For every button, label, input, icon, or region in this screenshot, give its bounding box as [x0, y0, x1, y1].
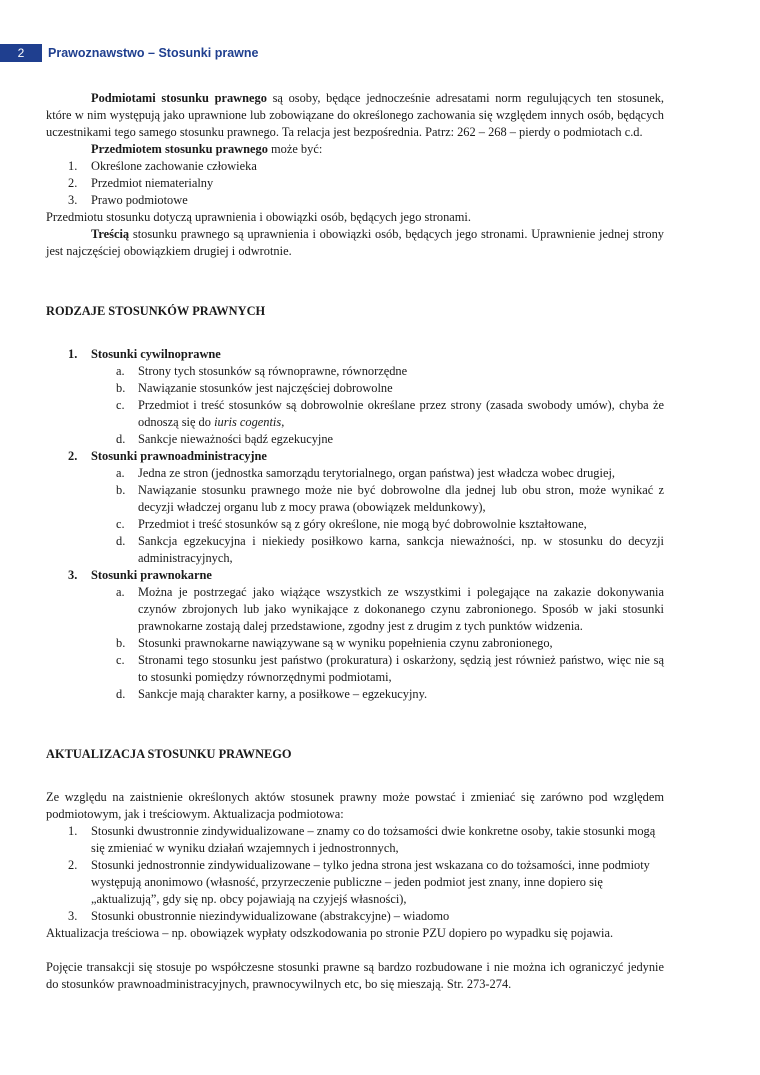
list-letter: d. — [116, 687, 126, 701]
list-number: 3. — [68, 909, 78, 923]
term-przedmiot: Przedmiotem stosunku prawnego — [91, 142, 268, 156]
list-letter: b. — [116, 636, 126, 650]
section-heading-rodzaje: RODZAJE STOSUNKÓW PRAWNYCH — [46, 304, 266, 318]
term-tresc: Treścią — [91, 227, 130, 241]
list-item — [46, 465, 664, 482]
paragraph-aktualizacja: Ze względu na zaistnienie określonych aktów stosunek prawny może powstać i zmieniać się zarówno pod względem podmiotowym, jak i treściowym. Aktualizacja podmiotowa: — [46, 790, 664, 821]
list-letter: c. — [116, 653, 125, 667]
list-text: Przedmiot niematerialny — [91, 176, 214, 190]
list-item — [46, 908, 664, 925]
list-item — [46, 652, 664, 686]
text: stosunku prawnego są uprawnienia i obowiązki osób, będących jego stronami. Uprawnienie jednej strony jest najczęściej obowiązkiem drugiej i odwrotnie. — [46, 227, 664, 258]
list-text: Nawiązanie stosunków jest najczęściej dobrowolne — [138, 381, 393, 395]
latin-term: iuris cogentis — [214, 415, 282, 429]
list-text: Jedna ze stron (jednostka samorządu terytorialnego, organ państwa) jest władcza wobec drugiej, — [138, 466, 615, 480]
page-header — [0, 44, 760, 62]
list-number: 1. — [68, 824, 78, 838]
list-item — [46, 397, 664, 431]
list-item — [46, 431, 664, 448]
group-number: 1. — [68, 347, 78, 361]
list-letter: a. — [116, 364, 125, 378]
list-item — [46, 686, 664, 703]
list-text: Nawiązanie stosunku prawnego może nie być dobrowolne dla jednej lub obu stron, może wynikać z decyzji władczej organu lub z mocy prawa (obowiązek meldunkowy), — [138, 483, 664, 514]
text: może być: — [267, 142, 323, 156]
list-text: Sankcje nieważności bądź egzekucyjne — [138, 432, 334, 446]
list-letter: b. — [116, 483, 126, 497]
term-podmioty: Podmiotami stosunku prawnego — [91, 91, 267, 105]
group-heading — [46, 448, 664, 465]
list-item — [46, 482, 664, 516]
list-item — [46, 175, 664, 192]
list-text: Stronami tego stosunku jest państwo (prokuratura) i oskarżony, sędzią jest również państwo, więc nie są to stosunki pomiędzy równorzędnymi podmiotami, — [138, 653, 664, 684]
list-item — [46, 158, 664, 175]
paragraph-przedmiot — [46, 141, 664, 158]
paragraph-aktualizacja-tresciowa: Aktualizacja treściowa – np. obowiązek wypłaty odszkodowania po stronie PZU dopiero po wypadku się pojawia. — [46, 926, 614, 940]
paragraph-przedmiotu: Przedmiotu stosunku dotyczą uprawnienia i obowiązki osób, będących jego stronami. — [46, 210, 471, 224]
list-text: Stosunki dwustronnie zindywidualizowane – znamy co do tożsamości dwie konkretne osoby, takie stosunki mogą się zmieniać w wyniku działań wzajemnych i jednostronnych, — [91, 824, 656, 855]
list-text-tail: , — [281, 415, 285, 429]
list-text: Określone zachowanie człowieka — [91, 159, 257, 173]
list-text: Przedmiot i treść stosunków są z góry określone, nie mogą być dobrowolnie kształtowane, — [138, 517, 587, 531]
paragraph-podmioty — [46, 90, 664, 141]
list-text: Można je postrzegać jako wiążące wszystkich ze wszystkimi i polegające na zakazie dokonywania czynów zbrojonych lub jako wynikające z dokonanego czynu zabronionego. Sposób w jaki stosunki prawnokarne zostają dalej przedstawione, zgodny jest z drugim z tych punktów widzenia. — [138, 585, 664, 633]
header-title: Prawoznawstwo – Stosunki prawne — [48, 46, 259, 60]
document-body — [46, 90, 664, 993]
list-number: 2. — [68, 176, 78, 190]
list-text: Przedmiot i treść stosunków są dobrowolnie określane przez strony (zasada swobody umów), chyba że odnoszą się do — [138, 398, 664, 429]
list-item — [46, 823, 664, 857]
list-letter: b. — [116, 381, 126, 395]
section-heading-aktualizacja: AKTUALIZACJA STOSUNKU PRAWNEGO — [46, 747, 292, 761]
list-letter: a. — [116, 585, 125, 599]
list-number: 3. — [68, 193, 78, 207]
list-letter: c. — [116, 517, 125, 531]
paragraph-transakcje: Pojęcie transakcji się stosuje po współczesne stosunki prawne są bardzo rozbudowane i nie można ich ograniczyć jedynie do stosunków prawnoadministracyjnych, prawnocywilnych etc, bo się mieszają. Str. 273-274. — [46, 960, 664, 991]
list-number: 1. — [68, 159, 78, 173]
list-text: Stosunki obustronnie niezindywidualizowane (abstrakcyjne) – wiadomo — [91, 909, 450, 923]
group-title: Stosunki prawnoadministracyjne — [91, 449, 267, 463]
list-number: 2. — [68, 858, 78, 872]
group-heading — [46, 346, 664, 363]
list-text: Sankcja egzekucyjna i niekiedy posiłkowo karna, sankcja nieważności, np. w stosunku do decyzji administracyjnych, — [138, 534, 664, 565]
list-item — [46, 584, 664, 635]
list-letter: a. — [116, 466, 125, 480]
group-title: Stosunki cywilnoprawne — [91, 347, 221, 361]
list-item — [46, 516, 664, 533]
list-letter: d. — [116, 432, 126, 446]
list-text: Sankcje mają charakter karny, a posiłkowe – egzekucyjny. — [138, 687, 428, 701]
page-number: 2 — [0, 44, 42, 62]
list-text: Stosunki prawnokarne nawiązywane są w wyniku popełnienia czynu zabronionego, — [138, 636, 553, 650]
list-item — [46, 380, 664, 397]
list-text: Stosunki jednostronnie zindywidualizowane – tylko jedna strona jest wskazana co do tożsamości, inne podmioty występują anonimowo (własność, przyrzeczenie publiczne – jeden podmiot jest znany, inne dopiero się „aktualizują”, gdy się np. obcy pojawiają na czyjejś własności), — [91, 858, 650, 906]
group-number: 3. — [68, 568, 78, 582]
list-item — [46, 363, 664, 380]
list-item — [46, 533, 664, 567]
paragraph-tresc — [46, 226, 664, 260]
list-item — [46, 857, 664, 908]
list-item — [46, 192, 664, 209]
list-text: Strony tych stosunków są równoprawne, równorzędne — [138, 364, 408, 378]
list-text: Prawo podmiotowe — [91, 193, 188, 207]
group-number: 2. — [68, 449, 78, 463]
list-letter: d. — [116, 534, 126, 548]
group-heading — [46, 567, 664, 584]
list-item — [46, 635, 664, 652]
text: są osoby, będące jednocześnie adresatami norm regulujących ten stosunek, które w nim występują jako uprawnione lub zobowiązane do określonego zachowania się względem innych osób, będących uczestnikami tego samego stosunku prawnego. Ta relacja jest bezpośrednia. Patrz: 262 – 268 – pierdy o podmiotach c.d. — [46, 91, 664, 139]
list-letter: c. — [116, 398, 125, 412]
group-title: Stosunki prawnokarne — [91, 568, 212, 582]
